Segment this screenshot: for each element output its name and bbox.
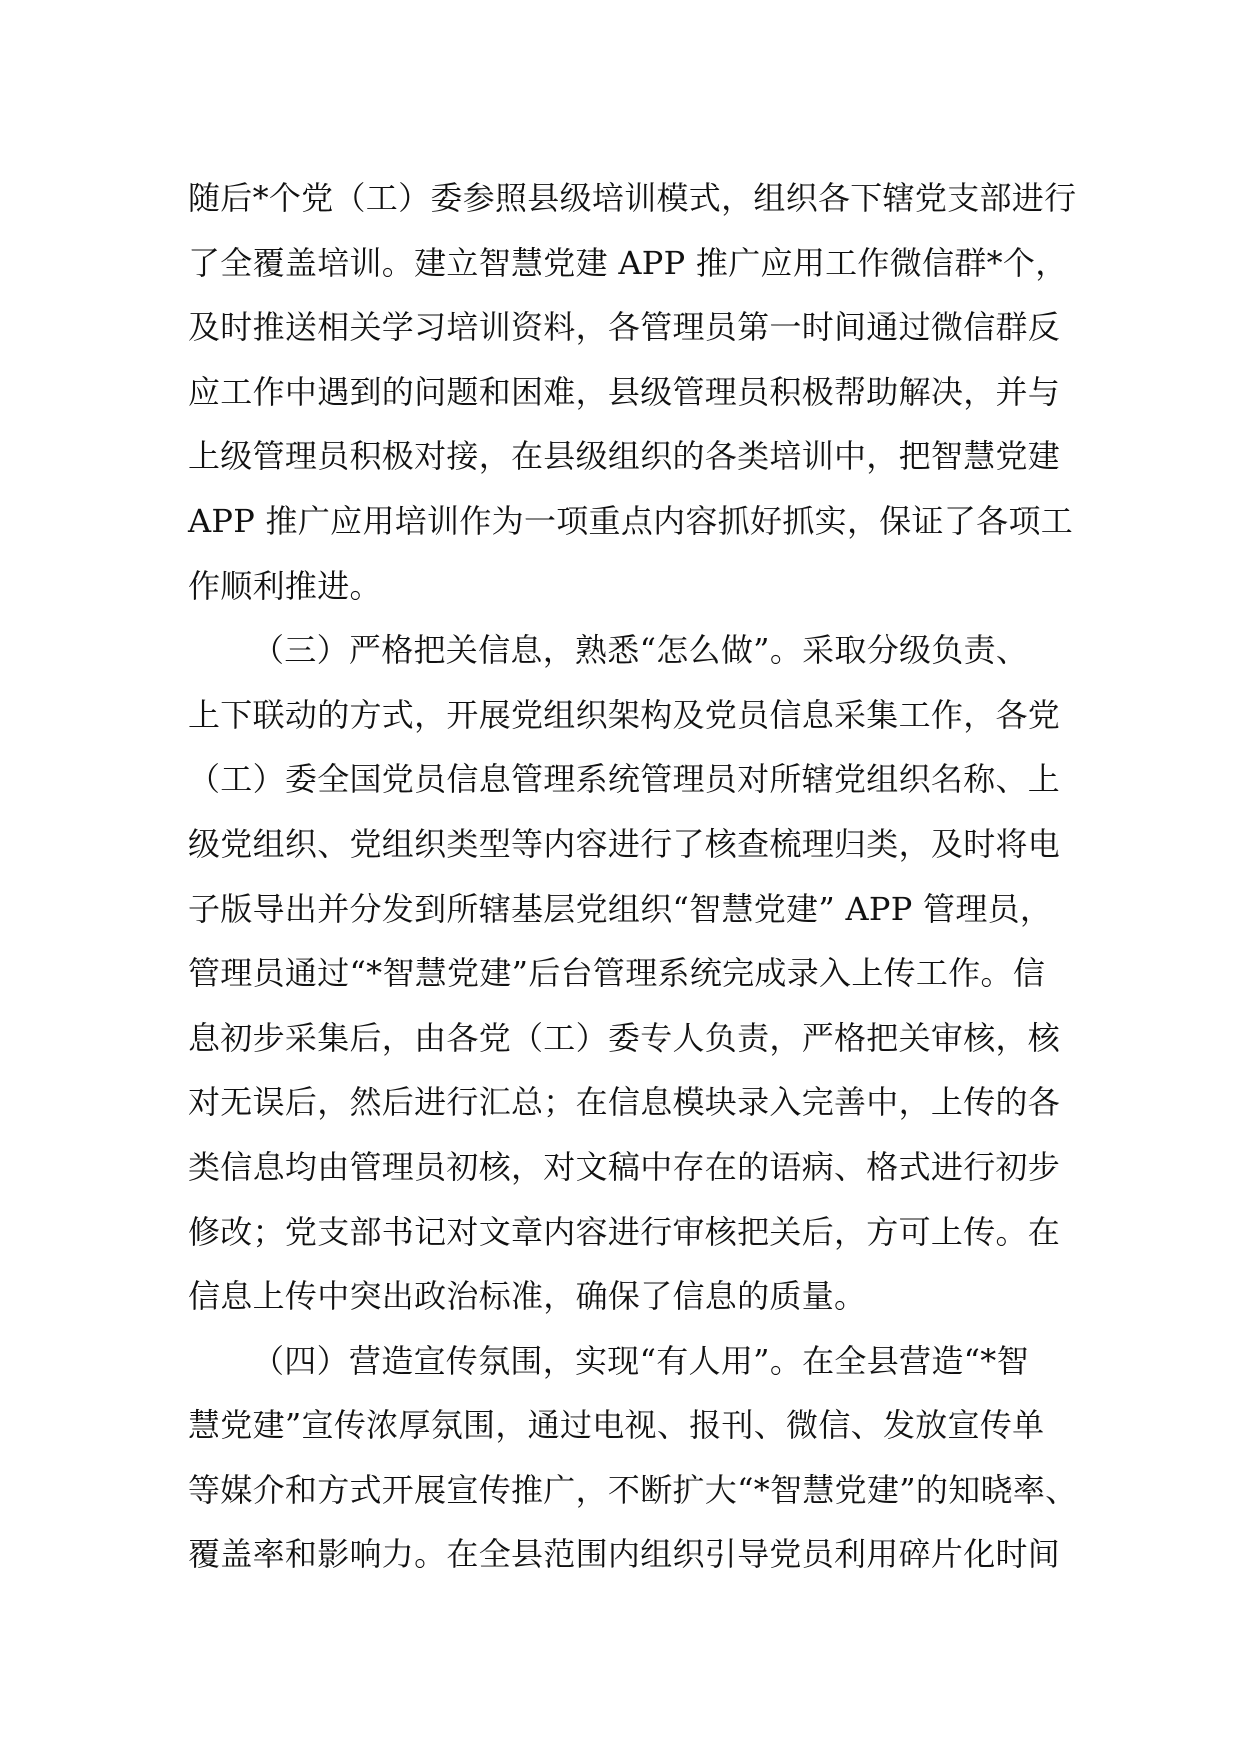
text-line: 级党组织、党组织类型等内容进行了核查梳理归类，及时将电 (188, 824, 1061, 863)
text-line: 息初步采集后，由各党（工）委专人负责，严格把关审核，核 (188, 1018, 1061, 1057)
text-line: 了全覆盖培训。建立智慧党建 APP 推广应用工作微信群*个， (188, 243, 1068, 282)
body-text (188, 166, 1078, 1587)
text-line: 及时推送相关学习培训资料，各管理员第一时间通过微信群反 (188, 308, 1061, 347)
text-line: 对无误后，然后进行汇总；在信息模块录入完善中，上传的各 (188, 1083, 1061, 1122)
text-line: （工）委全国党员信息管理系统管理员对所辖党组织名称、上 (188, 760, 1061, 799)
text-line: 修改；党支部书记对文章内容进行审核把关后，方可上传。在 (188, 1212, 1061, 1251)
section-heading-line: （四）营造宣传氛围，实现“有人用”。在全县营造“*智 (252, 1341, 1029, 1380)
text-line: 等媒介和方式开展宣传推广，不断扩大“*智慧党建”的知晓率、 (188, 1470, 1078, 1509)
text-line: 子版导出并分发到所辖基层党组织“智慧党建” APP 管理员， (188, 889, 1053, 928)
text-line: 覆盖率和影响力。在全县范围内组织引导党员利用碎片化时间 (188, 1535, 1061, 1574)
text-line: 慧党建”宣传浓厚氛围，通过电视、报刊、微信、发放宣传单 (188, 1406, 1045, 1445)
text-line: 管理员通过“*智慧党建”后台管理系统完成录入上传工作。信 (188, 954, 1046, 993)
text-line: 随后*个党（工）委参照县级培训模式，组织各下辖党支部进行 (188, 179, 1077, 217)
text-line: 类信息均由管理员初核，对文稿中存在的语病、格式进行初步 (188, 1147, 1061, 1186)
text-line: 应工作中遇到的问题和困难，县级管理员积极帮助解决，并与 (188, 372, 1061, 411)
section-heading-line: （三）严格把关信息，熟悉“怎么做”。采取分级负责、 (252, 631, 1029, 670)
text-line: APP 推广应用培训作为一项重点内容抓好抓实，保证了各项工 (188, 501, 1074, 540)
text-line: 上级管理员积极对接，在县级组织的各类培训中，把智慧党建 (188, 437, 1061, 476)
text-line: 作顺利推进。 (188, 566, 382, 605)
text-line: 上下联动的方式，开展党组织架构及党员信息采集工作，各党 (188, 695, 1061, 734)
text-line: 信息上传中突出政治标准，确保了信息的质量。 (188, 1277, 867, 1316)
